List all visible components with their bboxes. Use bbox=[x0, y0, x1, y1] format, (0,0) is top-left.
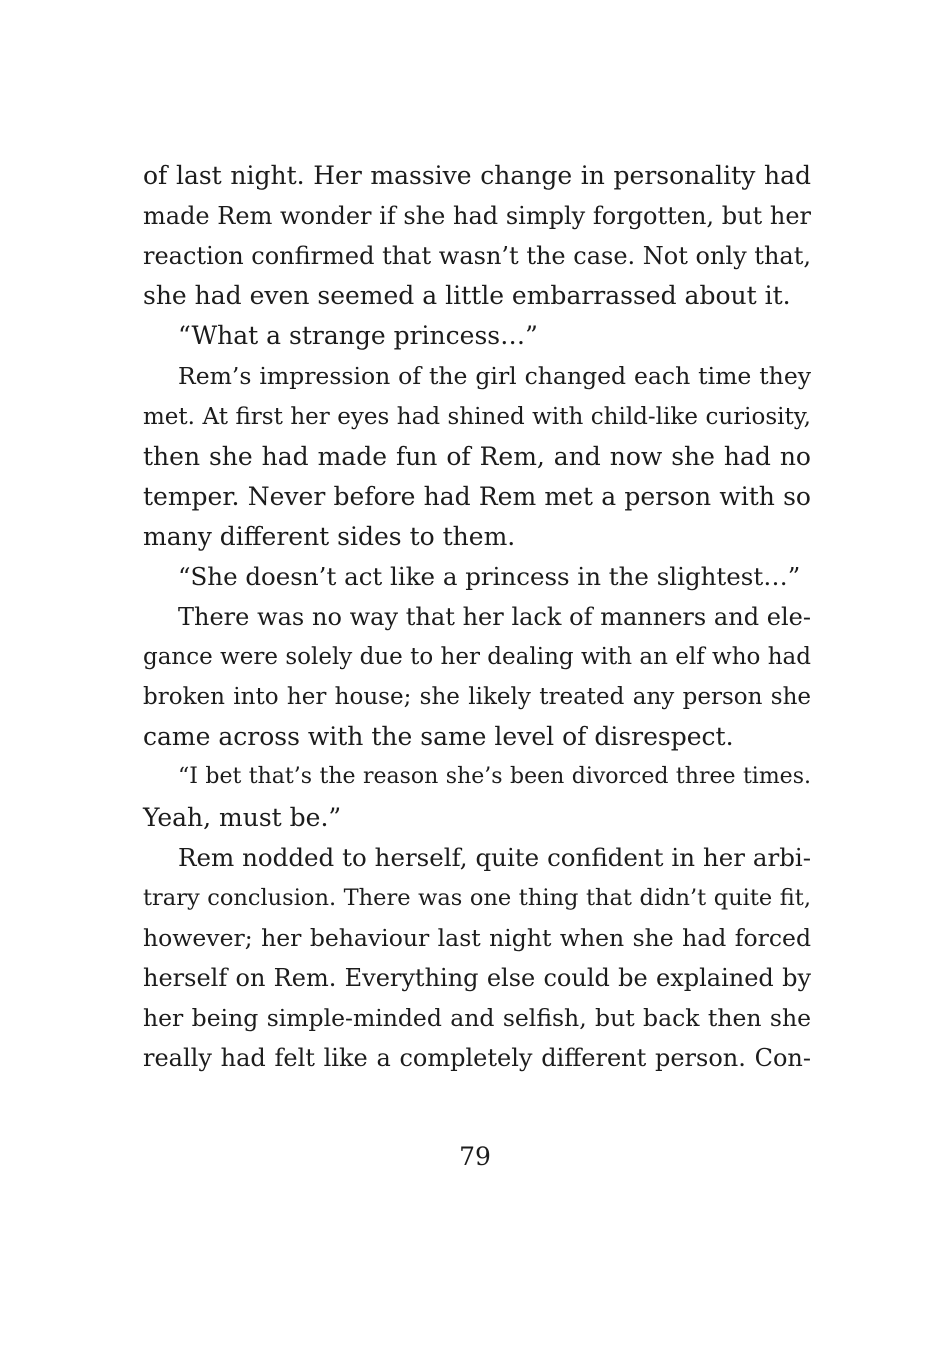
text-line: There was no way that her lack of manners and ele- bbox=[178, 603, 811, 632]
text-line: she had even seemed a little embarrassed about it. bbox=[143, 281, 791, 311]
text-line: “What a strange princess…” bbox=[178, 321, 538, 351]
text-line: temper. Never before had Rem met a person with so bbox=[143, 481, 811, 511]
text-line: then she had made fun of Rem, and now she had no bbox=[143, 441, 811, 471]
text-line: “She doesn’t act like a princess in the slightest…” bbox=[178, 561, 801, 591]
text-line: gance were solely due to her dealing with an elf who had bbox=[143, 644, 811, 671]
text-line: really had felt like a completely different person. Con- bbox=[143, 1044, 811, 1073]
text-line: Yeah, must be.” bbox=[143, 802, 342, 832]
page-number: 79 bbox=[459, 1142, 491, 1171]
text-line: came across with the same level of disrespect. bbox=[143, 722, 734, 752]
text-line: made Rem wonder if she had simply forgotten, but her bbox=[143, 202, 811, 231]
text-line: many different sides to them. bbox=[143, 521, 516, 551]
text-line: “I bet that’s the reason she’s been divorced three times. bbox=[178, 764, 811, 790]
text-line: however; her behaviour last night when she had forced bbox=[143, 923, 811, 952]
body-text bbox=[143, 156, 811, 1078]
text-line: her being simple-minded and selfish, but back then she bbox=[143, 1003, 811, 1032]
text-line: met. At first her eyes had shined with child-like curiosity, bbox=[143, 403, 811, 430]
text-line: herself on Rem. Everything else could be explained by bbox=[143, 963, 811, 992]
text-line: trary conclusion. There was one thing that didn’t quite fit, bbox=[143, 884, 811, 911]
text-line: broken into her house; she likely treated any person she bbox=[143, 684, 811, 711]
text-line: Rem nodded to herself, quite confident in her arbi- bbox=[178, 842, 811, 872]
text-line: of last night. Her massive change in personality had bbox=[143, 161, 811, 190]
text-line: Rem’s impression of the girl changed each time they bbox=[178, 362, 811, 391]
text-line: reaction confirmed that wasn’t the case. Not only that, bbox=[143, 242, 811, 271]
